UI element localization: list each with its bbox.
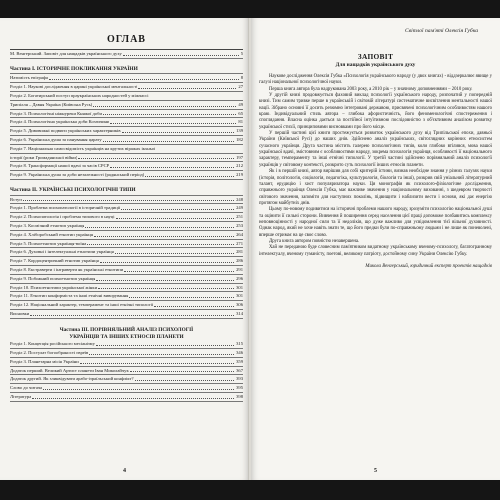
toc-entry <box>10 74 243 83</box>
part3-heading <box>10 327 243 341</box>
toc-entry-page: 306 <box>236 302 243 308</box>
toc-entry-leader <box>138 88 236 89</box>
toc-entry-page: 286 <box>236 258 243 264</box>
toc-entry-title: Розділ 5. Дивовижні подвиги українських характерників <box>10 128 121 134</box>
left-page-number: 4 <box>123 468 126 474</box>
foreword-paragraph: Перша книга автора була надрукована 2003 року, а 2010 рік – у значному доповненнями – 2010 року. <box>269 86 473 92</box>
foreword-paragraph: Як і в першій книзі, автор вирішив для собі критерій істини, визнав необхідне знання у різних галузях науки (історія, політологія, соціологія, педагогіка, культурологія, біологія та інші), розкрив свій уніальний літературний талант, ерудицію і хист популяризатора науки. Ця монографія як психолого-фізіологічне дослідження, справжнього українця Олексія Губка, має важливе значення у національному вихованні, з шедевром творчості світового значення, запоміти для наступних поколінь, підвищити і наблизити вести і основи, які дає енергію протягом майбутніх днів. <box>259 169 492 206</box>
toc-entry-title: Розділ 9. Побожний психоетнотип українця <box>10 275 96 281</box>
toc-entry-page: 49 <box>238 101 243 107</box>
foreword-signature: Микола Венгерський, юридичний експерт проектів нащадків <box>365 263 492 269</box>
part2-heading: Частина ІІ. УКРАЇНСЬКІ ПСИХОЛОГІЧНІ ТИПИ <box>10 187 243 196</box>
toc-entry <box>10 196 243 205</box>
toc-entry-leader <box>124 271 234 272</box>
part3-list <box>10 340 243 402</box>
toc-entry-leader <box>32 398 234 399</box>
toc-entry-title: Розділ 10. Психоетнотипи української жінки <box>10 284 98 290</box>
toc-entry-page: 197 <box>236 154 243 160</box>
toc-entry-title: Розділ 4. Психологічна українська доби Козаччини <box>10 119 110 125</box>
toc-entry-title: Розділ 8. Трансформації нашої вдачі за часів СРСР <box>10 163 110 169</box>
toc-entry <box>10 154 243 163</box>
toc-entry <box>10 92 243 101</box>
part3-heading-line2: УКРАЇНЦІВ ТА ІНШИХ ЕТНОСІВ ПЛАНЕТИ <box>69 333 184 340</box>
toc-entry-title: Розділ 7. Кордоцентричний етнотип українця <box>10 258 99 264</box>
toc-entry <box>10 310 243 319</box>
toc-entry-title: М. Венгерський. Заповіт для нащадків українського духу <box>10 51 122 56</box>
toc-entry-page: 182 <box>236 136 243 142</box>
toc-entry-title: Натомість епіграфа <box>10 75 48 81</box>
toc-entry <box>10 257 243 266</box>
right-page-number: 5 <box>374 468 377 474</box>
toc-entry-page: 249 <box>236 205 243 211</box>
toc-entry-title: Розділ 3. Психологічні ніжнуреки Княжої доби <box>10 110 102 116</box>
toc-entry-leader <box>80 363 234 364</box>
toc-entry <box>10 171 243 180</box>
foreword-body <box>259 74 492 258</box>
toc-entry-page: 346 <box>236 350 243 356</box>
toc-entry <box>10 284 243 293</box>
toc-entry <box>10 301 243 310</box>
foreword-paragraph: Хай не переданою буде словесним пам'ятником видатному українському вченому-психологу, багатогранному інтелектуалу, вченому гуманісту, поетові, великому патріоту, достойному сину України Олексію Губку. <box>259 245 492 257</box>
toc-entry <box>10 384 243 393</box>
foreword-subtitle: Для нащадків українського духу <box>335 62 416 68</box>
toc-entry-leader <box>98 288 234 289</box>
toc-entry-page: 296 <box>236 275 243 281</box>
toc-entry-leader <box>30 315 234 316</box>
toc-entry-page: 314 <box>236 310 243 316</box>
toc-entry <box>10 367 243 376</box>
toc-entry <box>10 275 243 284</box>
toc-entry-leader <box>110 123 236 124</box>
toc-entry-title: Вступ <box>10 196 22 202</box>
toc-entry <box>10 162 243 171</box>
toc-entry-title: Розділ 11. Етнотип конформіста та інші етнічні виворування <box>10 293 129 299</box>
foreword-paragraph: У другій книзі продовжується фаховий виклад психології українського народу, розпочатий у попередній книзі. Тим самим тривке перше в українській і світовій літературі систематичне висвітлення ментальності нашої нації. Зібрано основні її досить резюмно інтегровані державою, присвячені психологічним особливостям нашого краю. Індивідуальний стиль автора – глибока афористичність, його феноменологічні спостереження і споглядання. Власна оцінка дається за постійної інтуїтивною послідовністю з об'єктивним аналізом розвитку української стихії, принциповими висновками про його місце. <box>259 93 492 130</box>
toc-entry-leader <box>87 244 234 245</box>
toc-entry-page: 5 <box>240 51 243 56</box>
toc-entry-page: 398 <box>236 394 243 400</box>
toc-entry-page: 8 <box>240 75 243 81</box>
toc-entry <box>10 240 243 249</box>
toc-entry <box>10 213 243 222</box>
toc-entry-page: 395 <box>236 385 243 391</box>
toc-entry-page: 81 <box>238 119 243 125</box>
part3-heading-line1: Частина ІІІ. ПОРІВНЯЛЬНИЙ АНАЛІЗ ПСИХОЛОГІЇ <box>59 326 194 333</box>
toc-entry <box>10 222 243 231</box>
toc-entry-page: 264 <box>236 231 243 237</box>
toc-entry-title: Розділ 2. Постулат богообраності євреїв <box>10 350 89 356</box>
toc-entry-page: 367 <box>236 367 243 373</box>
toc-entry-page: 291 <box>236 266 243 272</box>
toc-entry-leader <box>96 280 234 281</box>
toc-entry-page: 281 <box>236 249 243 255</box>
toc-entry <box>10 145 243 154</box>
toc-entry-title: Додаток другий. Як зликвідувати арабо-ізраїльський конфлікт? <box>10 376 134 382</box>
toc-entry-leader <box>100 262 234 263</box>
toc-entry-leader <box>110 167 234 168</box>
toc-entry <box>10 101 243 110</box>
part1-heading: Частина І. ІСТОРИЧНЕ ПОКЛИКАННЯ УКРАЇНИ <box>10 66 243 75</box>
toc-entry-title: Розділ 1. Концепція російського месіанізму <box>10 341 95 347</box>
toc-entry-title: Розділ 5. Психоетнотип українця-воїна <box>10 240 87 246</box>
toc-entry-leader <box>103 114 236 115</box>
left-page-contents <box>0 18 249 480</box>
foreword-paragraph: У першій частині цієї книги простежується розвиток українського духу від Трипільської епохи, давньої України (Київської Русі) до наших днів. Здійснено аналіз українських, світоглядних корінних етносистем сучасного українця. Друга частина містить галерею психологічних типів, коли глибоко втілився, мова нашої української вдачі, змістовним є особливостями народу, зокрема психологія українця, особливості її національного характеру, темпераменту та інші етнічні типології. У третій частині здійснено порівняльний аналіз психології українців у світовому контексті, розкрито суть психології інших етносів планети. <box>259 131 492 168</box>
part1-list <box>10 74 243 180</box>
toc-entry-page: 393 <box>236 376 243 382</box>
toc-entry-title: Література <box>10 394 32 400</box>
toc-entry-leader <box>23 200 234 201</box>
toc-entry-page: 253 <box>236 222 243 228</box>
toc-entry-title: Трипілля – Давня Україна (Київська Русь) <box>10 101 93 107</box>
toc-entry-page: 315 <box>236 341 243 347</box>
toc-entry-page: 301 <box>236 293 243 299</box>
toc-entry-leader <box>85 227 234 228</box>
toc-entry-leader <box>122 132 235 133</box>
toc-entry-leader <box>145 176 234 177</box>
foreword-title: ЗАПОВІТ <box>357 52 394 61</box>
toc-entry-page: 271 <box>236 240 243 246</box>
toc-entry-leader <box>123 55 239 56</box>
toc-entry <box>10 358 243 367</box>
toc-title: ОГЛАВ <box>107 34 146 45</box>
toc-entry <box>10 136 243 145</box>
toc-entry <box>10 349 243 358</box>
toc-entry-leader <box>154 306 234 307</box>
toc-entry-leader <box>93 106 236 107</box>
toc-entry-leader <box>49 79 239 80</box>
toc-entry-title: Додаток перший. Великий Артист планети Іван Миколайчук <box>10 367 129 373</box>
part2-list <box>10 196 243 319</box>
toc-entry-leader <box>78 158 234 159</box>
toc-entry-leader <box>96 345 234 346</box>
toc-entry-leader <box>89 354 234 355</box>
toc-entry-title: Розділ 4. Хліборобський етнотип українця <box>10 231 93 237</box>
toc-entry <box>10 292 243 301</box>
toc-entry-leader <box>116 218 235 219</box>
toc-entry <box>10 83 243 92</box>
toc-entry-page: 251 <box>236 214 243 220</box>
toc-entry-title: Розділ 6. Українська душа за панування царату <box>10 136 102 142</box>
toc-entry <box>10 248 243 257</box>
toc-entry-title: Розділ 9. Українська душа за доби незалежності (радянський період) <box>10 172 145 178</box>
foreword-paragraph: Цьому по-новому подивитися на історичні проблеми нашого народу, зрозуміти психологію національної душі та оцінити її сильні сторони. Вивчення й поширення серед населення цієї праці допоможе позбавитись комплексу неповноцінності у народної сили та її недоліків, що дуже важливо для усвідомлення тієї вільної духовності. Однак народ, який не хоче навіть знати те, що його предки були по-справжньому людьми і не лише як поневолені, вперше отримає на це своє слово. <box>259 207 492 238</box>
toc-entry-title: Розділ 2. Психопатологія і проблема типового в науці <box>10 214 115 220</box>
toc-entry-title: Розділ 3. Космічний етнотип українця <box>10 222 85 228</box>
toc-entry <box>10 375 243 384</box>
toc-entry-title: Розділ 8. Екстраверти і інтраверти як українські етнотипи <box>10 266 124 272</box>
toc-entry-leader <box>115 253 234 254</box>
toc-entry <box>10 204 243 213</box>
toc-entry <box>10 118 243 127</box>
toc-entry-title: Слово до читача <box>10 385 43 391</box>
book-spread <box>0 18 500 480</box>
toc-entry-page: 219 <box>236 172 243 178</box>
toc-entry <box>10 340 243 349</box>
toc-entry-page: 359 <box>236 358 243 364</box>
toc-entry <box>10 50 243 59</box>
toc-entry-title: Розділ 3. Планетарна місія України <box>10 358 79 364</box>
toc-entry-page: 139 <box>236 128 243 134</box>
toc-entry-title: Розділ 6. Духовні і інтелектуальні етнотипи українця <box>10 249 114 255</box>
toc-entry <box>10 266 243 275</box>
toc-entry-page: 65 <box>238 110 243 116</box>
toc-entry-title: Розділ 1. Проблема психопатології в історичній традиції <box>10 205 121 211</box>
toc-entry-leader <box>121 209 234 210</box>
toc-entry-page: 27 <box>238 84 243 90</box>
toc-entry-title: Висновки <box>10 310 30 316</box>
toc-entry-leader <box>135 380 235 381</box>
toc-entry-page: 248 <box>236 196 243 202</box>
toc-entry-title: історії (роки Громадянської війни) <box>10 154 78 160</box>
toc-entry-title: Розділ 7. Національна самосвідомість українців на крутих віражах ікхньої <box>10 145 156 151</box>
toc-intro-list <box>10 50 243 59</box>
toc-entry <box>10 231 243 240</box>
toc-entry-leader <box>103 141 234 142</box>
toc-entry <box>10 127 243 136</box>
toc-entry <box>10 110 243 119</box>
foreword-paragraph: Друга книга автором повністю незавершена. <box>269 238 360 244</box>
toc-entry-leader <box>130 371 234 372</box>
foreword-paragraph: Наукове дослідження Олексія Губка «Психологія українського народу (у двох книгах) - віддзеркалює явище у галузі національної психологічної науки. <box>259 74 492 86</box>
toc-entry-leader <box>43 389 234 390</box>
toc-entry-page: 301 <box>236 284 243 290</box>
toc-entry-title: Розділ 12. Національний характер, темперамент та інші етнічні типології <box>10 302 154 308</box>
dedication: Світлої пам'яті Олексія Губка <box>404 28 478 34</box>
toc-entry-leader <box>129 297 234 298</box>
right-page-foreword <box>251 18 500 480</box>
toc-entry <box>10 393 243 402</box>
toc-entry-page: 212 <box>236 163 243 169</box>
toc-entry-title: Розділ 1. Наукові дослідження в царині української ментальності <box>10 84 138 90</box>
toc-entry-title: Розділ 2. Богатирський поступ праукраїнських народностей у міжчассі <box>10 92 149 98</box>
toc-entry-leader <box>94 236 234 237</box>
